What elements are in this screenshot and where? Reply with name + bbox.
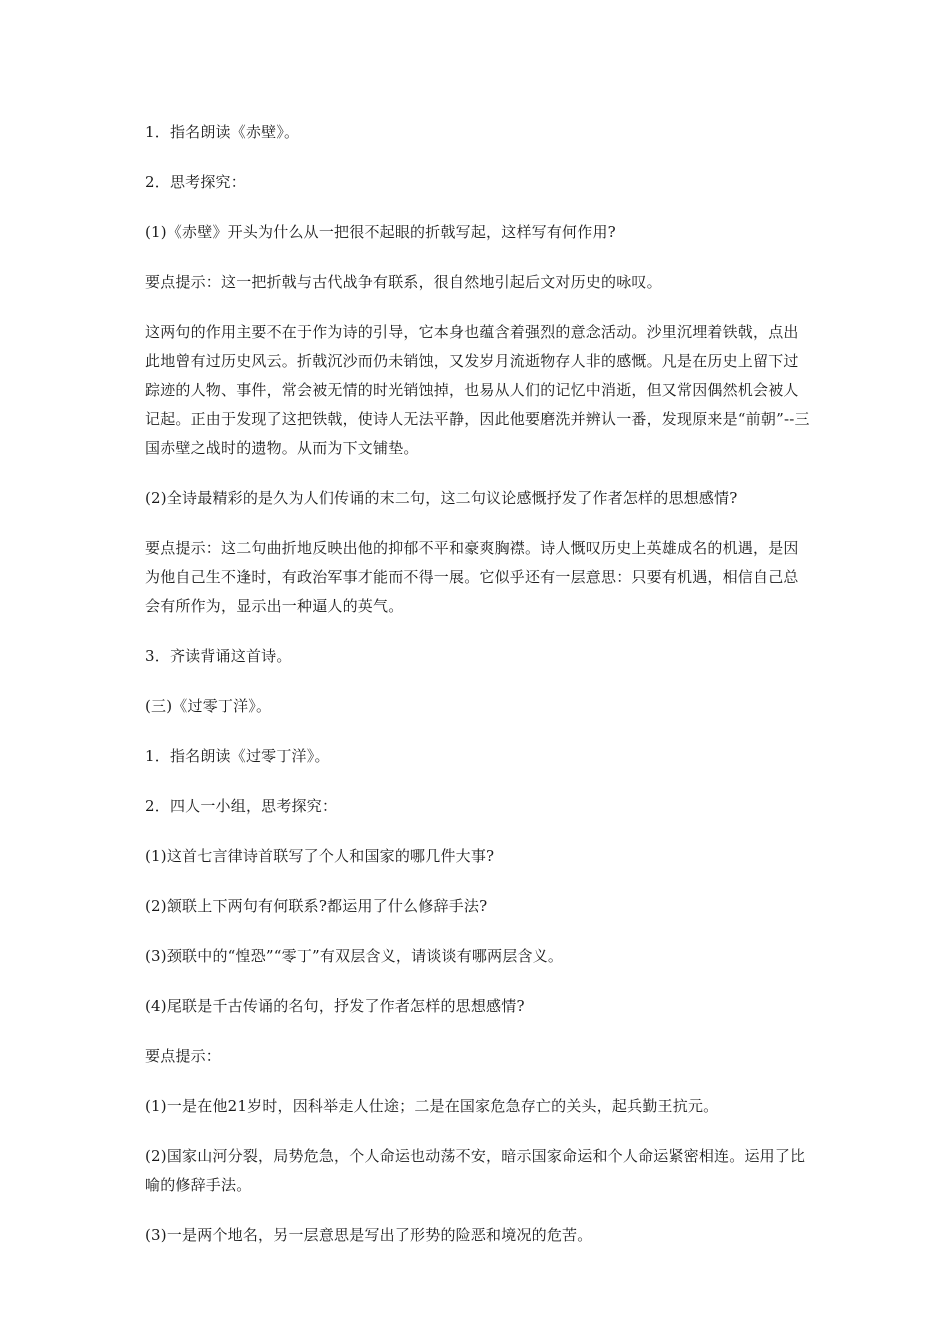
paragraph-instruction-read-chibi: 1．指名朗读《赤壁》。	[145, 123, 300, 141]
paragraph-group-explore: 2．四人一小组，思考探究：	[145, 797, 338, 815]
paragraph-recite: 3．齐读背诵这首诗。	[145, 647, 292, 665]
paragraph-group-question-2: (2)颔联上下两句有何联系?都运用了什么修辞手法?	[145, 897, 488, 915]
paragraph-think-explore: 2．思考探究：	[145, 173, 246, 191]
paragraph-answer-1: (1)一是在他21岁时，因科举走人仕途；二是在国家危急存亡的关头，起兵勤王抗元。	[145, 1097, 719, 1115]
document-body	[145, 118, 810, 1271]
paragraph-hint-2: 要点提示：这二句曲折地反映出他的抑郁不平和豪爽胸襟。诗人慨叹历史上英雄成名的机遇，是因为他自己生不逢时，有政治军事才能而不得一展。它似乎还有一层意思：只要有机遇，相信自己总会有所作为，显示出一种逼人的英气。	[145, 539, 799, 615]
paragraph-group-question-4: (4)尾联是千古传诵的名句，抒发了作者怎样的思想感情?	[145, 997, 525, 1015]
section-heading-guolingdingyang: (三)《过零丁洋》。	[145, 697, 272, 715]
paragraph-instruction-read-guolingdingyang: 1．指名朗读《过零丁洋》。	[145, 747, 330, 765]
paragraph-answer-2: (2)国家山河分裂，局势危急，个人命运也动荡不安，暗示国家命运和个人命运紧密相连。运用了比喻的修辞手法。	[145, 1147, 806, 1194]
paragraph-group-question-1: (1)这首七言律诗首联写了个人和国家的哪几件大事?	[145, 847, 495, 865]
paragraph-group-question-3: (3)颈联中的“惶恐”“零丁”有双层含义，请谈谈有哪两层含义。	[145, 947, 564, 965]
paragraph-explanation: 这两句的作用主要不在于作为诗的引导，它本身也蕴含着强烈的意念活动。沙里沉埋着铁戟，点出此地曾有过历史风云。折戟沉沙而仍未销蚀，又发岁月流逝物存人非的感慨。凡是在历史上留下过踪迹的人物、事件，常会被无情的时光销蚀掉，也易从人们的记忆中消逝，但又常因偶然机会被人记起。正由于发现了这把铁戟，使诗人无法平静，因此他要磨洗并辨认一番，发现原来是“前朝”--三国赤壁之战时的遗物。从而为下文铺垫。	[145, 323, 810, 457]
paragraph-question-2: (2)全诗最精彩的是久为人们传诵的末二句，这二句议论感慨抒发了作者怎样的思想感情?	[145, 489, 738, 507]
paragraph-answer-3: (3)一是两个地名，另一层意思是写出了形势的险恶和境况的危苦。	[145, 1226, 593, 1244]
paragraph-question-1: (1)《赤壁》开头为什么从一把很不起眼的折戟写起，这样写有何作用?	[145, 223, 616, 241]
paragraph-hint-1: 要点提示：这一把折戟与古代战争有联系，很自然地引起后文对历史的咏叹。	[145, 273, 662, 291]
paragraph-hint-heading: 要点提示：	[145, 1047, 222, 1065]
